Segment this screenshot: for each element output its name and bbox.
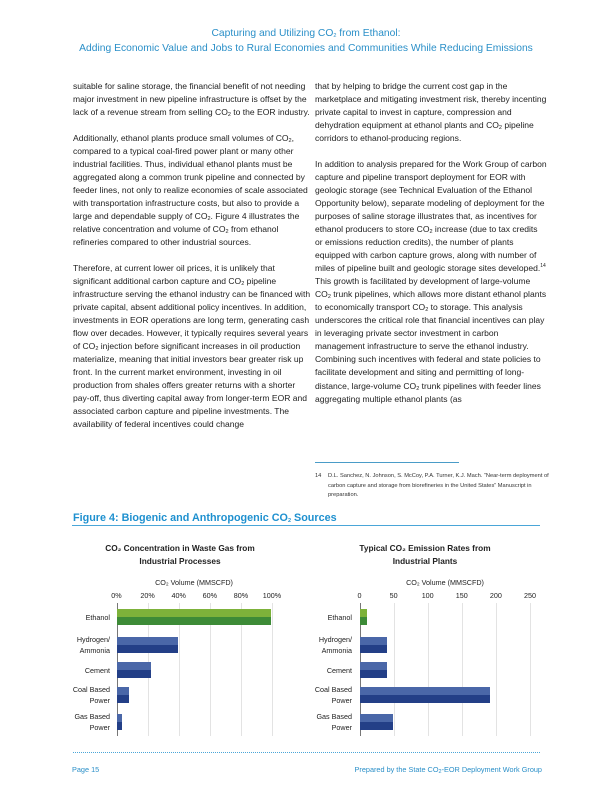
footer-divider bbox=[73, 752, 540, 753]
footnote bbox=[315, 472, 555, 501]
left-column bbox=[73, 80, 313, 444]
figure-divider bbox=[72, 525, 540, 526]
category-label: Coal Based Power bbox=[314, 685, 352, 705]
x-axis-label: CO₂ Volume (MMSCFD) bbox=[406, 578, 484, 587]
text: increase (due to tax credits or emissions reduction credits), the number of plants equipped with carbon capture grows, along with number of miles of pipeline built and geologic storage sites developed. bbox=[315, 223, 541, 274]
category-label: Cement bbox=[84, 665, 110, 675]
subscript: 2 bbox=[327, 294, 331, 301]
text: suitable for saline storage, the financial benefit of not needing major investment in new pipeline infrastructure is offset by the lack of a revenue stream from selling CO bbox=[73, 81, 307, 118]
gridline bbox=[428, 603, 429, 736]
text: This growth is facilitated by development of large-volume CO bbox=[315, 276, 531, 300]
footer-credit bbox=[355, 765, 542, 774]
subscript: 2 bbox=[225, 228, 229, 235]
x-tick-label: 40% bbox=[171, 591, 186, 600]
bar bbox=[360, 609, 367, 625]
subscript: 2 bbox=[95, 345, 99, 352]
x-tick-label: 60% bbox=[202, 591, 217, 600]
category-label: Hydrogen/ Ammonia bbox=[76, 635, 110, 655]
figure-title-text: Figure 4: Biogenic and Anthropogenic CO bbox=[73, 512, 288, 524]
text: to the EOR industry. bbox=[230, 107, 310, 118]
header-title-text: from Ethanol: bbox=[336, 28, 401, 39]
chart-title bbox=[60, 542, 300, 568]
category-label: Ethanol bbox=[85, 612, 110, 622]
x-tick-label: 200 bbox=[489, 591, 502, 600]
x-axis-label: CO₂ Volume (MMSCFD) bbox=[155, 578, 233, 587]
paragraph bbox=[315, 80, 547, 145]
subscript: 2 bbox=[425, 307, 429, 314]
category-label: Coal Based Power bbox=[72, 685, 110, 705]
x-tick-label: 100% bbox=[262, 591, 282, 600]
footer-credit-text: -EOR Deployment Work Group bbox=[441, 765, 542, 774]
subscript: 2 bbox=[498, 125, 502, 132]
subscript: 2 bbox=[438, 769, 442, 775]
x-tick-label: 20% bbox=[140, 591, 155, 600]
chart-title-line: Industrial Processes bbox=[139, 556, 221, 566]
text: that by helping to bridge the current cost gap in the marketplace and mitigating investment risk, thereby incenting private capital to invest in capture, compression and dehydration equipment at ethanol plants and CO bbox=[315, 81, 547, 131]
chart-title-line: Typical CO₂ Emission Rates from bbox=[359, 543, 491, 553]
gridline bbox=[462, 603, 463, 736]
text: from ethanol refineries compared to other industrial sources. bbox=[73, 223, 279, 248]
footnote-ref-link[interactable]: 14 bbox=[540, 263, 546, 270]
subscript: 2 bbox=[287, 518, 292, 524]
x-tick-label: 250 bbox=[524, 591, 536, 600]
text: trunk pipelines with feeder lines aggregating multiple ethanol plants (as bbox=[315, 380, 541, 404]
bar bbox=[360, 662, 387, 678]
subscript: 2 bbox=[241, 280, 245, 287]
text: , compared to a typical coal-fired power plant or many other industrial facilities. Thus, individual ethanol plants must be aggregated along a common trunk pipeline and connected by feeder lines, not only to realize economies of scale associated with transportation infrastructure costs, but also to provide a large and dependable supply of CO bbox=[73, 132, 308, 221]
category-label: Gas Based Power bbox=[74, 712, 110, 732]
text: pipeline corridors to ethanol-producing regions. bbox=[315, 120, 534, 144]
text: In addition to analysis prepared for the Work Group of carbon capture and pipeline transport deployment for EOR with geologic storage (see Technical Evaluation of the Ethanol Opportunity below), separate modeling of deployment for the purposes of saline storage illustrates that, as incentives for ethanol producers to store CO bbox=[315, 158, 547, 234]
header-title bbox=[0, 26, 612, 41]
text: trunk pipelines, which allows more distant ethanol plants to economically transport CO bbox=[315, 289, 547, 313]
gridline bbox=[530, 603, 531, 736]
footnote-divider bbox=[315, 462, 459, 463]
bar bbox=[117, 609, 271, 625]
subscript: 2 bbox=[333, 33, 337, 39]
emission-rate-chart bbox=[300, 540, 550, 740]
page-number: Page 15 bbox=[72, 765, 100, 774]
chart-title-line: CO₂ Concentration in Waste Gas from bbox=[105, 543, 255, 553]
chart-title bbox=[300, 542, 550, 568]
bar bbox=[360, 687, 490, 703]
text: pipeline infrastructure serving the ethanol industry can be financed with private capital, absent additional policy incentives. In addition, investments in EOR operations are long term, generating cash flow over decades. However, it typically requires several years of CO bbox=[73, 275, 311, 351]
x-tick-label: 0% bbox=[111, 591, 122, 600]
text: Additionally, ethanol plants produce small volumes of CO bbox=[73, 132, 289, 143]
x-tick-label: 150 bbox=[455, 591, 468, 600]
gridline bbox=[496, 603, 497, 736]
paragraph bbox=[73, 262, 313, 432]
category-label: Ethanol bbox=[327, 612, 352, 622]
subscript: 2 bbox=[429, 228, 433, 235]
subscript: 2 bbox=[227, 112, 231, 119]
chart-title-line: Industrial Plants bbox=[392, 556, 458, 566]
paragraph bbox=[73, 80, 313, 119]
bar bbox=[117, 687, 129, 703]
category-label: Hydrogen/ Ammonia bbox=[318, 635, 352, 655]
subscript: 2 bbox=[207, 215, 211, 222]
concentration-chart bbox=[60, 540, 300, 740]
gridline bbox=[394, 603, 395, 736]
footnote-text: D.L. Sanchez, N. Johnson, S. McCoy, P.A. Turner, K.J. Mach. “Near-term deployment of carbon capture and storage from biorefineries in the United States” Manuscript in preparation. bbox=[328, 473, 549, 498]
gridline bbox=[272, 603, 273, 736]
subscript: 2 bbox=[416, 385, 420, 392]
category-label: Gas Based Power bbox=[316, 712, 352, 732]
text: to storage. This analysis underscores the critical role that financial incentives can play in leveraging private sector investment in carbon management infrastructure to serve the ethanol industry. Combining such incentives with federal and state policies to facilitate development and siting and permitting of long-distance, large-volume CO bbox=[315, 302, 545, 391]
bar bbox=[117, 637, 178, 653]
figure-title bbox=[73, 512, 337, 524]
category-label: Cement bbox=[326, 665, 352, 675]
text: Therefore, at current lower oil prices, it is unlikely that significant additional carbon capture and CO bbox=[73, 262, 275, 286]
x-tick-label: 50 bbox=[389, 591, 398, 600]
bar bbox=[117, 662, 151, 678]
figure-title-text: Sources bbox=[291, 512, 337, 524]
subscript: 2 bbox=[288, 137, 292, 144]
page-header bbox=[0, 26, 612, 56]
footer-credit-text: Prepared by the State CO bbox=[354, 765, 439, 774]
header-subtitle: Adding Economic Value and Jobs to Rural Economies and Communities While Reducing Emissions bbox=[79, 43, 533, 54]
text: injection before significant increases in oil production materialize, meaning that initial investors bear greater risk up front. In the current market environment, investing in oil production from shales offers greater returns with a shorter pay-off, thus diverting capital away from longer-term EOR and associated carbon capture and pipeline investments. The availability of federal incentives could change bbox=[73, 340, 308, 430]
right-column bbox=[315, 80, 547, 418]
paragraph bbox=[73, 132, 313, 249]
header-title-text: Capturing and Utilizing CO bbox=[211, 28, 334, 39]
text: . Figure 4 illustrates the relative concentration and volume of CO bbox=[73, 210, 300, 234]
footnote-number: 14 bbox=[315, 473, 322, 479]
x-tick-label: 0 bbox=[357, 591, 362, 600]
bar bbox=[117, 714, 122, 730]
bar bbox=[360, 637, 387, 653]
paragraph bbox=[315, 158, 547, 406]
x-tick-label: 100 bbox=[421, 591, 434, 600]
x-tick-label: 80% bbox=[233, 591, 249, 600]
bar bbox=[360, 714, 393, 730]
